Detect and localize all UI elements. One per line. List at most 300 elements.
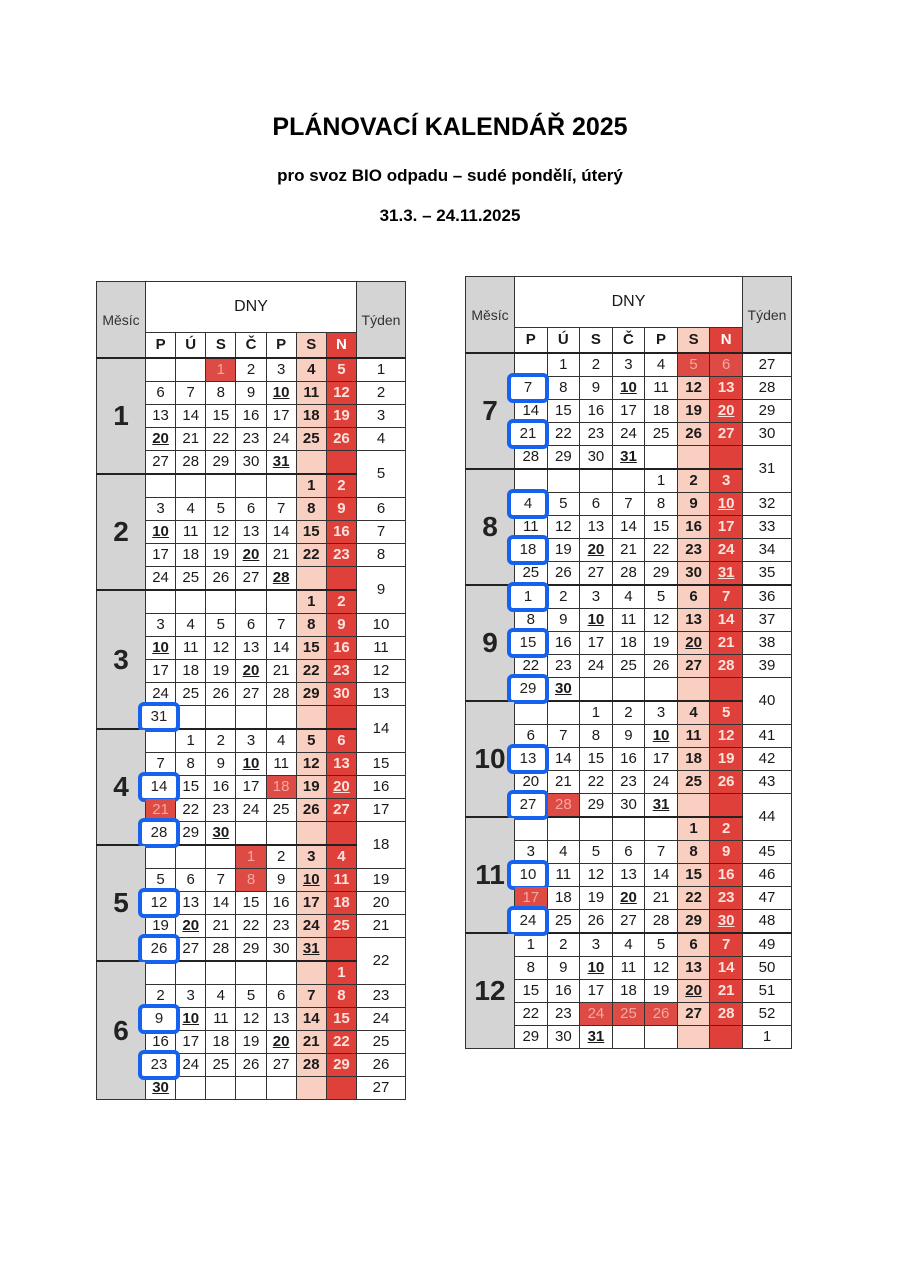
day-cell[interactable]: 2 — [326, 474, 356, 498]
day-cell[interactable]: 14 — [266, 521, 296, 544]
day-cell[interactable]: 13 — [326, 753, 356, 776]
day-cell[interactable]: 22 — [296, 544, 326, 567]
day-cell[interactable]: 23 — [326, 544, 356, 567]
day-cell[interactable]: 18 — [296, 405, 326, 428]
day-cell[interactable]: 26 — [206, 683, 236, 706]
collection-day[interactable] — [146, 822, 176, 846]
day-cell[interactable]: 24 — [176, 1054, 206, 1077]
day-cell[interactable]: 9 — [266, 869, 296, 892]
day-cell[interactable]: 29 — [176, 822, 206, 846]
day-cell[interactable]: 3 — [645, 701, 678, 725]
day-cell[interactable]: 25 — [515, 562, 548, 586]
day-cell[interactable]: 7 — [296, 985, 326, 1008]
day-cell[interactable]: 1 — [296, 590, 326, 614]
day-cell[interactable]: 22 — [677, 887, 710, 910]
day-cell[interactable]: 11 — [612, 609, 645, 632]
day-cell[interactable]: 22 — [547, 423, 580, 446]
day-cell[interactable]: 27 — [236, 683, 266, 706]
day-cell[interactable]: 15 — [296, 637, 326, 660]
day-cell[interactable]: 13 — [710, 377, 743, 400]
collection-day-marker[interactable]: 26 — [138, 934, 180, 964]
day-cell[interactable]: 11 — [612, 957, 645, 980]
day-cell[interactable]: 30 — [677, 562, 710, 586]
day-cell[interactable]: 30 — [326, 683, 356, 706]
day-cell[interactable]: 28 — [515, 446, 548, 470]
day-cell[interactable]: 5 — [146, 869, 176, 892]
day-cell[interactable] — [266, 451, 296, 475]
day-cell[interactable]: 27 — [580, 562, 613, 586]
collection-day-marker[interactable]: 29 — [507, 674, 549, 704]
day-cell[interactable]: 26 — [580, 910, 613, 934]
collection-day[interactable] — [146, 938, 176, 962]
day-cell[interactable]: 27 — [326, 799, 356, 822]
day-cell[interactable]: 12 — [677, 377, 710, 400]
day-cell[interactable]: 26 — [710, 771, 743, 794]
day-cell[interactable]: 23 — [677, 539, 710, 562]
day-cell[interactable]: 1 — [176, 729, 206, 753]
collection-day-marker[interactable]: 27 — [507, 790, 549, 820]
day-cell[interactable]: 14 — [176, 405, 206, 428]
day-cell[interactable]: 28 — [547, 794, 580, 818]
day-cell[interactable]: 19 — [296, 776, 326, 799]
day-cell[interactable]: 18 — [176, 660, 206, 683]
day-cell[interactable]: 27 — [176, 938, 206, 962]
day-cell[interactable]: 26 — [236, 1054, 266, 1077]
day-cell[interactable]: 19 — [206, 660, 236, 683]
day-cell[interactable]: 1 — [677, 817, 710, 841]
day-cell[interactable]: 5 — [547, 493, 580, 516]
day-cell[interactable]: 2 — [547, 933, 580, 957]
day-cell[interactable]: 27 — [677, 655, 710, 678]
day-cell[interactable]: 22 — [515, 655, 548, 678]
day-cell[interactable]: 14 — [612, 516, 645, 539]
day-cell[interactable]: 3 — [296, 845, 326, 869]
day-cell[interactable]: 13 — [236, 521, 266, 544]
day-cell[interactable]: 28 — [296, 1054, 326, 1077]
day-cell[interactable]: 27 — [677, 1003, 710, 1026]
day-cell[interactable]: 24 — [266, 428, 296, 451]
day-cell[interactable]: 24 — [146, 567, 176, 591]
day-cell[interactable]: 9 — [206, 753, 236, 776]
collection-day[interactable] — [515, 748, 548, 771]
day-cell[interactable]: 23 — [710, 887, 743, 910]
day-cell[interactable]: 3 — [580, 585, 613, 609]
day-cell[interactable]: 23 — [266, 915, 296, 938]
day-cell[interactable]: 16 — [146, 1031, 176, 1054]
day-cell[interactable]: 28 — [612, 562, 645, 586]
collection-day-marker[interactable]: 18 — [507, 535, 549, 565]
day-cell[interactable] — [645, 725, 678, 748]
day-cell[interactable]: 21 — [612, 539, 645, 562]
day-cell[interactable]: 3 — [266, 358, 296, 382]
day-cell[interactable]: 16 — [326, 637, 356, 660]
day-cell[interactable]: 13 — [580, 516, 613, 539]
day-cell[interactable]: 17 — [176, 1031, 206, 1054]
day-cell[interactable]: 29 — [580, 794, 613, 818]
day-cell[interactable]: 4 — [677, 701, 710, 725]
collection-day-marker[interactable]: 28 — [138, 818, 180, 848]
day-cell[interactable]: 30 — [547, 1026, 580, 1049]
collection-day-marker[interactable]: 7 — [507, 373, 549, 403]
day-cell[interactable]: 2 — [326, 590, 356, 614]
day-cell[interactable]: 7 — [266, 498, 296, 521]
day-cell[interactable]: 16 — [580, 400, 613, 423]
day-cell[interactable]: 21 — [146, 799, 176, 822]
day-cell[interactable]: 8 — [547, 377, 580, 400]
day-cell[interactable]: 1 — [515, 933, 548, 957]
day-cell[interactable]: 16 — [236, 405, 266, 428]
day-cell[interactable]: 8 — [296, 498, 326, 521]
day-cell[interactable]: 16 — [547, 980, 580, 1003]
day-cell[interactable]: 29 — [296, 683, 326, 706]
day-cell[interactable]: 4 — [326, 845, 356, 869]
day-cell[interactable]: 7 — [146, 753, 176, 776]
day-cell[interactable] — [612, 377, 645, 400]
day-cell[interactable] — [677, 632, 710, 655]
day-cell[interactable] — [146, 521, 176, 544]
day-cell[interactable]: 14 — [266, 637, 296, 660]
day-cell[interactable]: 3 — [236, 729, 266, 753]
day-cell[interactable]: 7 — [176, 382, 206, 405]
day-cell[interactable] — [266, 382, 296, 405]
day-cell[interactable]: 18 — [612, 632, 645, 655]
day-cell[interactable] — [146, 1077, 176, 1100]
day-cell[interactable]: 6 — [612, 841, 645, 864]
day-cell[interactable]: 15 — [677, 864, 710, 887]
day-cell[interactable]: 22 — [176, 799, 206, 822]
day-cell[interactable]: 16 — [206, 776, 236, 799]
day-cell[interactable]: 21 — [296, 1031, 326, 1054]
day-cell[interactable] — [710, 910, 743, 934]
day-cell[interactable]: 18 — [547, 887, 580, 910]
day-cell[interactable]: 13 — [677, 957, 710, 980]
day-cell[interactable]: 19 — [580, 887, 613, 910]
day-cell[interactable]: 17 — [645, 748, 678, 771]
day-cell[interactable]: 11 — [645, 377, 678, 400]
collection-day[interactable] — [146, 1008, 176, 1031]
day-cell[interactable]: 28 — [266, 683, 296, 706]
day-cell[interactable]: 19 — [645, 980, 678, 1003]
day-cell[interactable]: 13 — [612, 864, 645, 887]
collection-day-marker[interactable]: 31 — [138, 702, 180, 732]
day-cell[interactable] — [677, 980, 710, 1003]
day-cell[interactable]: 14 — [206, 892, 236, 915]
collection-day[interactable] — [515, 678, 548, 702]
day-cell[interactable]: 2 — [677, 469, 710, 493]
day-cell[interactable]: 11 — [176, 637, 206, 660]
day-cell[interactable]: 1 — [580, 701, 613, 725]
day-cell[interactable]: 7 — [645, 841, 678, 864]
day-cell[interactable]: 21 — [266, 544, 296, 567]
day-cell[interactable]: 2 — [146, 985, 176, 1008]
day-cell[interactable]: 20 — [515, 771, 548, 794]
day-cell[interactable]: 21 — [176, 428, 206, 451]
collection-day-marker[interactable]: 9 — [138, 1004, 180, 1034]
day-cell[interactable]: 17 — [612, 400, 645, 423]
day-cell[interactable]: 11 — [677, 725, 710, 748]
day-cell[interactable]: 9 — [547, 957, 580, 980]
day-cell[interactable]: 14 — [296, 1008, 326, 1031]
day-cell[interactable]: 11 — [515, 516, 548, 539]
day-cell[interactable]: 17 — [146, 660, 176, 683]
day-cell[interactable]: 30 — [612, 794, 645, 818]
day-cell[interactable]: 13 — [236, 637, 266, 660]
day-cell[interactable] — [146, 428, 176, 451]
day-cell[interactable]: 4 — [266, 729, 296, 753]
day-cell[interactable]: 29 — [326, 1054, 356, 1077]
day-cell[interactable]: 9 — [580, 377, 613, 400]
day-cell[interactable]: 2 — [547, 585, 580, 609]
day-cell[interactable]: 5 — [645, 585, 678, 609]
day-cell[interactable]: 19 — [677, 400, 710, 423]
day-cell[interactable]: 21 — [710, 980, 743, 1003]
day-cell[interactable]: 27 — [146, 451, 176, 475]
day-cell[interactable]: 3 — [612, 353, 645, 377]
day-cell[interactable]: 7 — [547, 725, 580, 748]
day-cell[interactable]: 28 — [710, 1003, 743, 1026]
day-cell[interactable]: 3 — [710, 469, 743, 493]
day-cell[interactable]: 19 — [547, 539, 580, 562]
day-cell[interactable]: 6 — [236, 614, 266, 637]
day-cell[interactable]: 25 — [547, 910, 580, 934]
day-cell[interactable]: 18 — [645, 400, 678, 423]
day-cell[interactable]: 24 — [296, 915, 326, 938]
day-cell[interactable]: 28 — [206, 938, 236, 962]
day-cell[interactable] — [266, 567, 296, 591]
day-cell[interactable]: 16 — [710, 864, 743, 887]
day-cell[interactable]: 8 — [645, 493, 678, 516]
day-cell[interactable]: 12 — [296, 753, 326, 776]
day-cell[interactable]: 24 — [146, 683, 176, 706]
day-cell[interactable] — [296, 938, 326, 962]
day-cell[interactable]: 23 — [612, 771, 645, 794]
day-cell[interactable]: 25 — [645, 423, 678, 446]
day-cell[interactable]: 12 — [326, 382, 356, 405]
day-cell[interactable]: 8 — [580, 725, 613, 748]
day-cell[interactable] — [580, 609, 613, 632]
day-cell[interactable]: 17 — [580, 632, 613, 655]
day-cell[interactable]: 25 — [206, 1054, 236, 1077]
collection-day-marker[interactable]: 15 — [507, 628, 549, 658]
day-cell[interactable]: 16 — [612, 748, 645, 771]
day-cell[interactable] — [176, 915, 206, 938]
day-cell[interactable]: 11 — [176, 521, 206, 544]
day-cell[interactable]: 18 — [176, 544, 206, 567]
day-cell[interactable]: 24 — [710, 539, 743, 562]
day-cell[interactable]: 15 — [206, 405, 236, 428]
day-cell[interactable]: 2 — [236, 358, 266, 382]
day-cell[interactable]: 21 — [710, 632, 743, 655]
day-cell[interactable]: 23 — [547, 655, 580, 678]
day-cell[interactable]: 5 — [206, 498, 236, 521]
collection-day[interactable] — [515, 423, 548, 446]
day-cell[interactable]: 15 — [515, 980, 548, 1003]
day-cell[interactable]: 27 — [266, 1054, 296, 1077]
day-cell[interactable]: 25 — [677, 771, 710, 794]
day-cell[interactable]: 15 — [326, 1008, 356, 1031]
day-cell[interactable]: 11 — [206, 1008, 236, 1031]
day-cell[interactable]: 12 — [547, 516, 580, 539]
day-cell[interactable]: 24 — [612, 423, 645, 446]
day-cell[interactable]: 24 — [236, 799, 266, 822]
day-cell[interactable]: 8 — [515, 609, 548, 632]
day-cell[interactable]: 29 — [236, 938, 266, 962]
day-cell[interactable]: 8 — [206, 382, 236, 405]
collection-day[interactable] — [515, 864, 548, 887]
day-cell[interactable]: 4 — [612, 933, 645, 957]
day-cell[interactable]: 6 — [266, 985, 296, 1008]
day-cell[interactable]: 12 — [206, 637, 236, 660]
collection-day[interactable] — [146, 1054, 176, 1077]
day-cell[interactable]: 5 — [580, 841, 613, 864]
day-cell[interactable]: 3 — [580, 933, 613, 957]
day-cell[interactable]: 5 — [326, 358, 356, 382]
day-cell[interactable]: 29 — [677, 910, 710, 934]
day-cell[interactable] — [236, 544, 266, 567]
day-cell[interactable]: 26 — [206, 567, 236, 591]
day-cell[interactable]: 1 — [296, 474, 326, 498]
day-cell[interactable]: 23 — [236, 428, 266, 451]
day-cell[interactable]: 26 — [547, 562, 580, 586]
day-cell[interactable]: 14 — [547, 748, 580, 771]
day-cell[interactable]: 11 — [326, 869, 356, 892]
day-cell[interactable]: 15 — [236, 892, 266, 915]
day-cell[interactable]: 9 — [547, 609, 580, 632]
day-cell[interactable]: 30 — [236, 451, 266, 475]
day-cell[interactable]: 6 — [326, 729, 356, 753]
day-cell[interactable]: 30 — [266, 938, 296, 962]
day-cell[interactable]: 18 — [677, 748, 710, 771]
day-cell[interactable]: 26 — [645, 1003, 678, 1026]
day-cell[interactable]: 8 — [515, 957, 548, 980]
day-cell[interactable]: 9 — [326, 498, 356, 521]
day-cell[interactable] — [236, 753, 266, 776]
day-cell[interactable]: 21 — [645, 887, 678, 910]
day-cell[interactable]: 3 — [146, 498, 176, 521]
day-cell[interactable] — [266, 1031, 296, 1054]
day-cell[interactable]: 2 — [612, 701, 645, 725]
collection-day[interactable] — [515, 493, 548, 516]
day-cell[interactable]: 5 — [710, 701, 743, 725]
day-cell[interactable]: 22 — [326, 1031, 356, 1054]
day-cell[interactable] — [580, 1026, 613, 1049]
day-cell[interactable]: 3 — [176, 985, 206, 1008]
day-cell[interactable]: 8 — [236, 869, 266, 892]
day-cell[interactable]: 23 — [547, 1003, 580, 1026]
day-cell[interactable]: 25 — [612, 1003, 645, 1026]
day-cell[interactable] — [146, 637, 176, 660]
day-cell[interactable] — [296, 869, 326, 892]
day-cell[interactable]: 7 — [710, 585, 743, 609]
day-cell[interactable]: 15 — [176, 776, 206, 799]
day-cell[interactable]: 15 — [580, 748, 613, 771]
day-cell[interactable]: 8 — [176, 753, 206, 776]
day-cell[interactable]: 5 — [236, 985, 266, 1008]
day-cell[interactable]: 14 — [710, 609, 743, 632]
day-cell[interactable]: 8 — [296, 614, 326, 637]
collection-day-marker[interactable]: 12 — [138, 888, 180, 918]
day-cell[interactable] — [236, 660, 266, 683]
day-cell[interactable]: 22 — [515, 1003, 548, 1026]
day-cell[interactable] — [547, 678, 580, 702]
day-cell[interactable]: 6 — [146, 382, 176, 405]
day-cell[interactable]: 13 — [266, 1008, 296, 1031]
day-cell[interactable] — [326, 776, 356, 799]
day-cell[interactable]: 25 — [176, 683, 206, 706]
day-cell[interactable]: 4 — [645, 353, 678, 377]
day-cell[interactable]: 9 — [677, 493, 710, 516]
day-cell[interactable]: 19 — [710, 748, 743, 771]
collection-day-marker[interactable]: 1 — [507, 582, 549, 612]
collection-day-marker[interactable]: 24 — [507, 906, 549, 936]
day-cell[interactable]: 6 — [677, 585, 710, 609]
day-cell[interactable]: 4 — [296, 358, 326, 382]
day-cell[interactable] — [580, 957, 613, 980]
day-cell[interactable]: 9 — [710, 841, 743, 864]
day-cell[interactable]: 23 — [206, 799, 236, 822]
day-cell[interactable]: 1 — [326, 961, 356, 985]
day-cell[interactable]: 17 — [296, 892, 326, 915]
day-cell[interactable]: 29 — [547, 446, 580, 470]
day-cell[interactable] — [206, 822, 236, 846]
day-cell[interactable]: 6 — [677, 933, 710, 957]
day-cell[interactable]: 29 — [515, 1026, 548, 1049]
day-cell[interactable]: 11 — [266, 753, 296, 776]
day-cell[interactable]: 24 — [580, 1003, 613, 1026]
day-cell[interactable]: 6 — [710, 353, 743, 377]
day-cell[interactable]: 9 — [326, 614, 356, 637]
day-cell[interactable]: 9 — [612, 725, 645, 748]
day-cell[interactable]: 22 — [645, 539, 678, 562]
day-cell[interactable]: 28 — [645, 910, 678, 934]
day-cell[interactable]: 2 — [710, 817, 743, 841]
day-cell[interactable]: 7 — [710, 933, 743, 957]
day-cell[interactable] — [710, 562, 743, 586]
day-cell[interactable]: 22 — [296, 660, 326, 683]
day-cell[interactable]: 1 — [236, 845, 266, 869]
day-cell[interactable]: 16 — [547, 632, 580, 655]
day-cell[interactable]: 13 — [176, 892, 206, 915]
day-cell[interactable]: 21 — [206, 915, 236, 938]
day-cell[interactable]: 5 — [677, 353, 710, 377]
day-cell[interactable]: 12 — [710, 725, 743, 748]
day-cell[interactable]: 6 — [580, 493, 613, 516]
day-cell[interactable]: 28 — [176, 451, 206, 475]
day-cell[interactable]: 19 — [236, 1031, 266, 1054]
day-cell[interactable]: 25 — [266, 799, 296, 822]
day-cell[interactable]: 26 — [326, 428, 356, 451]
day-cell[interactable]: 6 — [236, 498, 266, 521]
day-cell[interactable]: 7 — [206, 869, 236, 892]
day-cell[interactable]: 19 — [146, 915, 176, 938]
collection-day-marker[interactable]: 10 — [507, 860, 549, 890]
day-cell[interactable]: 17 — [515, 887, 548, 910]
collection-day-marker[interactable]: 23 — [138, 1050, 180, 1080]
day-cell[interactable]: 2 — [580, 353, 613, 377]
collection-day-marker[interactable]: 13 — [507, 744, 549, 774]
day-cell[interactable]: 12 — [236, 1008, 266, 1031]
day-cell[interactable]: 30 — [580, 446, 613, 470]
day-cell[interactable]: 22 — [206, 428, 236, 451]
day-cell[interactable]: 11 — [296, 382, 326, 405]
day-cell[interactable]: 29 — [206, 451, 236, 475]
day-cell[interactable]: 4 — [176, 614, 206, 637]
day-cell[interactable]: 5 — [645, 933, 678, 957]
day-cell[interactable]: 4 — [206, 985, 236, 1008]
day-cell[interactable]: 7 — [612, 493, 645, 516]
day-cell[interactable]: 15 — [547, 400, 580, 423]
day-cell[interactable]: 23 — [326, 660, 356, 683]
